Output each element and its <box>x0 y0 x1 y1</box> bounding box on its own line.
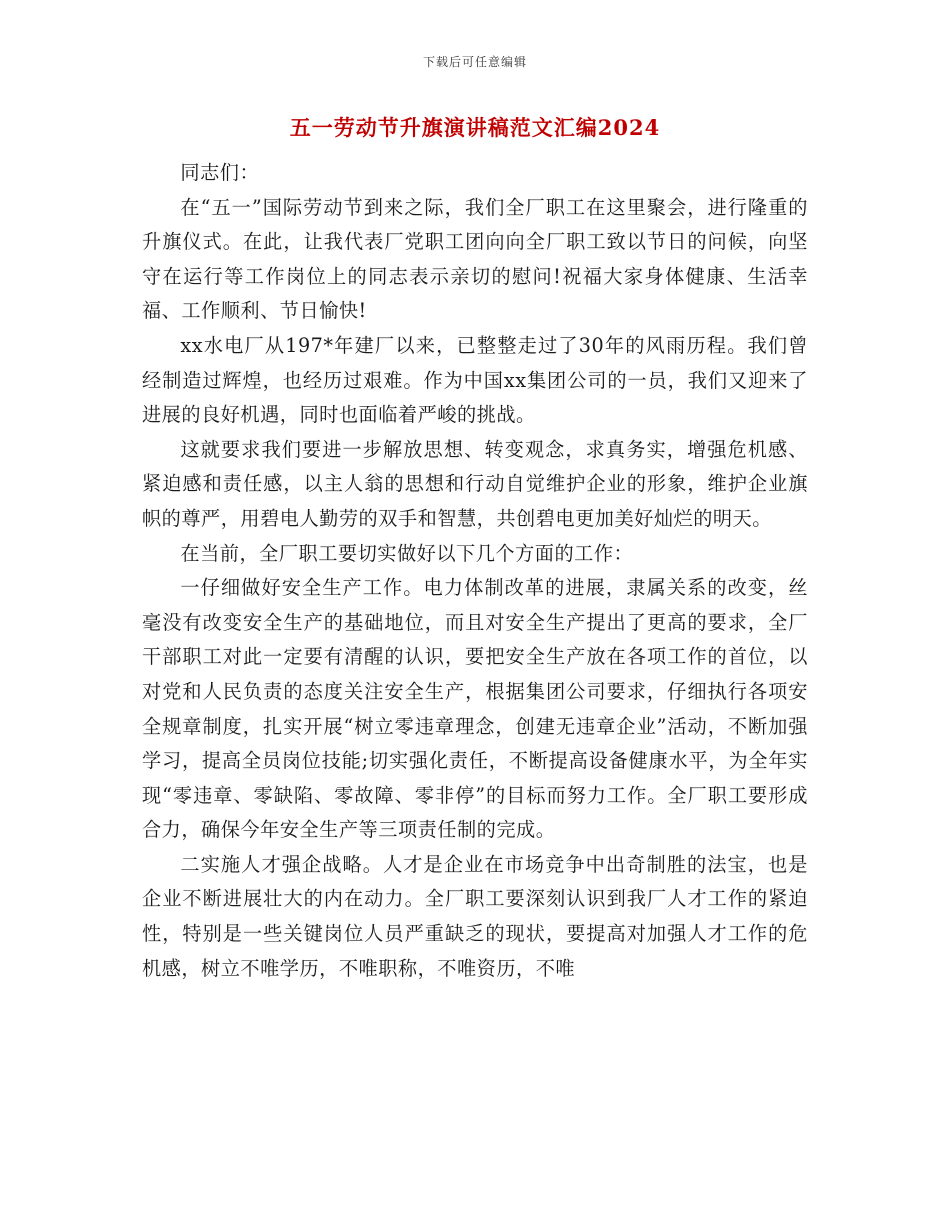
document-title: 五一劳动节升旗演讲稿范文汇编2024 <box>289 115 661 140</box>
paragraph: 在当前，全厂职工要切实做好以下几个方面的工作： <box>180 541 634 565</box>
paragraph: 在“五一”国际劳动节到来之际，我们全厂职工在这里聚会，进行隆重的升旗仪式。在此，让我代表厂党职工团向向全厂职工致以节日的问候，向坚守在运行等工作岗位上的同志表示亲切的慰问!祝福大家身体健康、生活幸福、工作顺利、节日愉快! <box>142 195 808 323</box>
paragraph: 二实施人才强企战略。人才是企业在市场竞争中出奇制胜的法宝，也是企业不断进展壮大的内在动力。全厂职工要深刻认识到我厂人才工作的紧迫性，特别是一些关键岗位人员严重缺乏的现状，要提高对加强人才工作的危机感，树立不唯学历，不唯职称，不唯资历，不唯 <box>142 852 808 980</box>
paragraph-salutation: 同志们： <box>180 161 260 184</box>
paragraph: xx水电厂从197*年建厂以来，已整整走过了30年的风雨历程。我们曾经制造过辉煌，也经历过艰难。作为中国xx集团公司的一员，我们又迎来了进展的良好机遇，同时也面临着严峻的挑战。 <box>142 333 808 427</box>
paragraph: 这就要求我们要进一步解放思想、转变观念，求真务实，增强危机感、紧迫感和责任感，以主人翁的思想和行动自觉维护企业的形象，维护企业旗帜的尊严，用碧电人勤劳的双手和智慧，共创碧电更加美好灿烂的明天。 <box>142 437 808 530</box>
document-body <box>142 156 808 986</box>
paragraph: 一仔细做好安全生产工作。电力体制改革的进展，隶属关系的改变，丝毫没有改变安全生产的基础地位，而且对安全生产提出了更高的要求，全厂干部职工对此一定要有清醒的认识，要把安全生产放在各项工作的首位，以对党和人民负责的态度关注安全生产，根据集团公司要求，仔细执行各项安全规章制度，扎实开展“树立零违章理念，创建无违章企业”活动，不断加强学习，提高全员岗位技能;切实强化责任，不断提高设备健康水平，为全年实现“零违章、零缺陷、零故障、零非停”的目标而努力工作。全厂职工要形成合力，确保今年安全生产等三项责任制的完成。 <box>142 576 808 842</box>
page-header-note: 下载后可任意编辑 <box>422 55 527 69</box>
